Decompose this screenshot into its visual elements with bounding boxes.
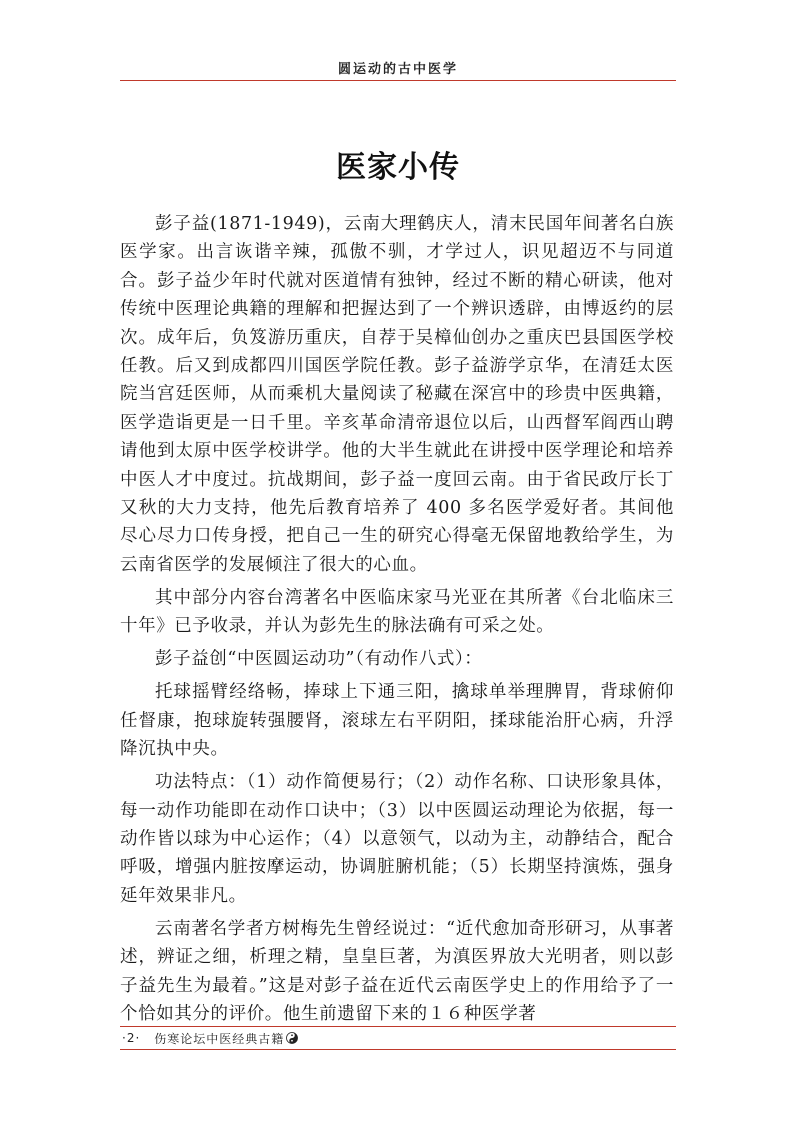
- footer-label: 伤寒论坛中医经典古籍: [154, 1031, 285, 1046]
- paragraph-biography: 彭子益(1871-1949)，云南大理鹤庆人，清末民国年间著名白族医学家。出言诙谐辛辣，孤傲不驯，才学过人，识见超迈不与同道合。彭子益少年时代就对医道情有独钟，经过不断的精心研读，他对传统中医理论典籍的理解和把握达到了一个辨识透辟，由博返约的层次。成年后，负笈游历重庆，自荐于吴樟仙创办之重庆巴县国医学校任教。后又到成都四川国医学院任教。彭子益游学京华，在清廷太医院当宫廷医师，从而乘机大量阅读了秘藏在深宫中的珍贵中医典籍，医学造诣更是一日千里。辛亥革命清帝退位以后，山西督军阎西山聘请他到太原中医学校讲学。他的大半生就此在讲授中医学理论和培养中医人才中度过。抗战期间，彭子益一度回云南。由于省民政厅长丁又秋的大力支持，他先后教育培养了 400 多名医学爱好者。其间他尽心尽力口传身授，把自己一生的研究心得毫无保留地教给学生，为云南省医学的发展倾注了很大的心血。: [120, 214, 674, 575]
- paragraph-exercise-features: 功法特点：（1）动作简便易行；（2）动作名称、口诀形象具体，每一动作功能即在动作口诀中；（3）以中医圆运动理论为依据，每一动作皆以球为中心运作；（4）以意领气，以动为主，动静结合，配合呼吸，增强内脏按摩运动，协调脏腑机能；（5）长期坚持演炼，强身延年效果非凡。: [120, 772, 674, 906]
- paragraph-evaluation: 云南著名学者方树梅先生曾经说过：“近代愈加奇形研习，从事著述，辨证之细，析理之精，皇皇巨著，为滇医界放大光明者，则以彭子益先生为最着。”这是对彭子益在近代云南医学史上的作用给予了一个恰如其分的评价。他生前遗留下来的１６种医学著: [120, 918, 674, 1024]
- paragraph-exercise-verse: 托球摇臂经络畅，捧球上下通三阳，擒球单举理脾胃，背球俯仰任督康，抱球旋转强腰肾，滚球左右平阴阳，揉球能治肝心病，升浮降沉执中央。: [120, 682, 674, 760]
- chapter-title: 医家小传: [336, 150, 460, 185]
- page-footer: [120, 1026, 676, 1050]
- body-text: [120, 210, 674, 1033]
- paragraph-exercise-intro: 彭子益创“中医圆运动功”（有动作八式）：: [155, 649, 483, 670]
- paragraph-taiwan-note: 其中部分内容台湾著名中医临床家马光亚在其所著《台北临床三十年》已予收录，并认为彭先生的脉法确有可采之处。: [120, 587, 674, 637]
- taiji-icon: [286, 1032, 298, 1044]
- header-divider: [120, 80, 676, 81]
- page-number: ·2·: [122, 1031, 141, 1045]
- running-head-title: 圆运动的古中医学: [337, 62, 458, 77]
